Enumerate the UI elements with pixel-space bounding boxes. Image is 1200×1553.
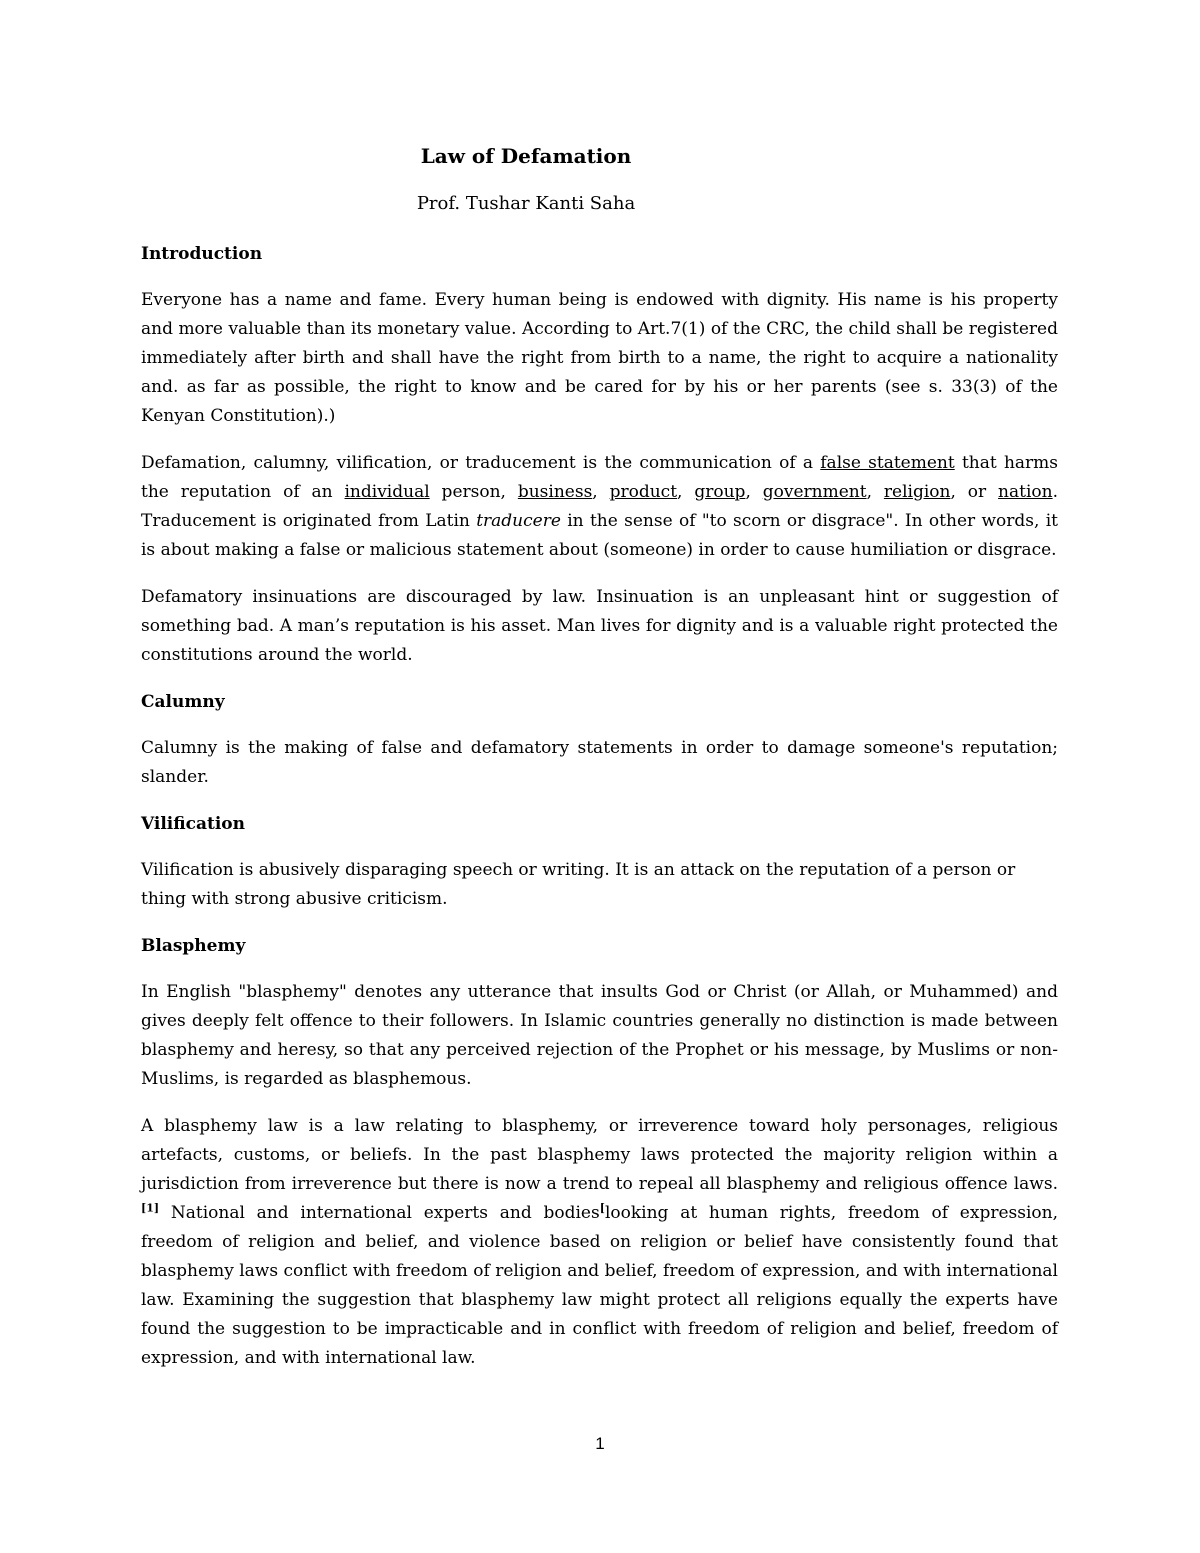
page-number: 1 bbox=[595, 1434, 605, 1453]
text-run: National and international experts and bodies bbox=[159, 1203, 600, 1223]
blasphemy-paragraph-2 bbox=[141, 1112, 1058, 1373]
link-government[interactable]: government bbox=[762, 482, 867, 502]
document-author: Prof. Tushar Kanti Saha bbox=[416, 193, 636, 214]
link-nation[interactable]: nation bbox=[998, 482, 1053, 502]
text-run: A blasphemy law is a law relating to blasphemy, or irreverence toward holy personages, religious artefacts, customs, or beliefs. In the past blasphemy laws protected the majority religion within a jurisdiction from irreverence but there is now a trend to repeal all blasphemy and religious offence laws. bbox=[141, 1116, 1058, 1194]
calumny-paragraph: Calumny is the making of false and defamatory statements in order to damage someone's reputation; slander. bbox=[141, 738, 1058, 787]
text-run: Defamation, calumny, vilification, or traducement is the communication of a bbox=[141, 453, 821, 473]
section-heading-introduction: Introduction bbox=[141, 244, 263, 264]
intro-paragraph-3: Defamatory insinuations are discouraged by law. Insinuation is an unpleasant hint or suggestion of something bad. A man’s reputation is his asset. Man lives for dignity and is a valuable right protected the constitutions around the world. bbox=[141, 587, 1058, 665]
text-run: . Traducement is originated from Latin bbox=[141, 482, 1058, 531]
document-title: Law of Defamation bbox=[420, 144, 632, 168]
text-run: , or bbox=[950, 482, 999, 502]
vilification-paragraph: Vilification is abusively disparaging speech or writing. It is an attack on the reputation of a person or thing with strong abusive criticism. bbox=[141, 860, 1016, 909]
document-body bbox=[141, 240, 1058, 1391]
blasphemy-paragraph-1: In English "blasphemy" denotes any utterance that insults God or Christ (or Allah, or Muhammed) and gives deeply felt offence to their followers. In Islamic countries generally no distinction is made between blasphemy and heresy, so that any perceived rejection of the Prophet or his message, by Muslims or non-Muslims, is regarded as blasphemous. bbox=[141, 982, 1058, 1089]
text-run: , bbox=[592, 482, 610, 502]
text-run: , bbox=[745, 482, 763, 502]
link-business[interactable]: business bbox=[517, 482, 593, 502]
section-heading-calumny: Calumny bbox=[141, 692, 225, 712]
link-group[interactable]: group bbox=[694, 482, 746, 502]
italic-traducere: traducere bbox=[476, 511, 561, 531]
footnote-reference-2[interactable]: [ bbox=[599, 1201, 605, 1215]
link-false-statement[interactable]: false statement bbox=[820, 453, 955, 473]
text-run: in the sense of "to scorn or disgrace". In other words, it is about making a false or malicious statement about (someone) in order to cause humiliation or disgrace. bbox=[141, 511, 1058, 560]
section-heading-vilification: Vilification bbox=[141, 814, 246, 834]
intro-paragraph-1: Everyone has a name and fame. Every human being is endowed with dignity. His name is his property and more valuable than its monetary value. According to Art.7(1) of the CRC, the child shall be registered immediately after birth and shall have the right from birth to a name, the right to acquire a nationality and. as far as possible, the right to know and be cared for by his or her parents (see s. 33(3) of the Kenyan Constitution).) bbox=[141, 290, 1058, 426]
link-individual[interactable]: individual bbox=[344, 482, 430, 502]
text-run: , bbox=[677, 482, 695, 502]
text-run: , bbox=[866, 482, 884, 502]
link-religion[interactable]: religion bbox=[883, 482, 951, 502]
text-run: looking at human rights, freedom of expression, freedom of religion and belief, and violence based on religion or belief have consistently found that blasphemy laws conflict with freedom of religion and belief, freedom of expression, and with international law. Examining the suggestion that blasphemy law might protect all religions equally the experts have found the suggestion to be impracticable and in conflict with freedom of religion and belief, freedom of expression, and with international law. bbox=[141, 1203, 1058, 1368]
footnote-reference-1[interactable]: [1] bbox=[141, 1201, 160, 1215]
text-run: that harms the reputation of an bbox=[141, 453, 1059, 502]
intro-paragraph-2 bbox=[141, 449, 1058, 565]
section-heading-blasphemy: Blasphemy bbox=[141, 936, 246, 956]
text-run: person, bbox=[429, 482, 518, 502]
link-product[interactable]: product bbox=[609, 482, 678, 502]
